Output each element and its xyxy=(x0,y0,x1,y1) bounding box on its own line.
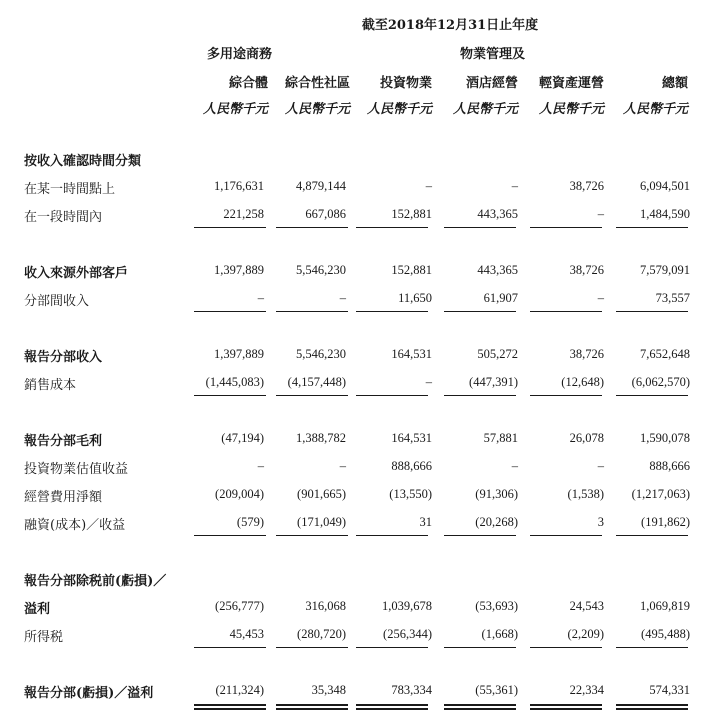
row-label: 報告分部毛利 xyxy=(24,434,103,449)
table-cell: 152,881 xyxy=(391,207,432,221)
table-cell: 505,272 xyxy=(477,347,518,361)
subtotal-rule xyxy=(194,647,266,648)
table-cell: 152,881 xyxy=(391,263,432,277)
subtotal-rule xyxy=(276,227,348,228)
table-cell: (6,062,570) xyxy=(631,375,690,389)
table-cell: 1,397,889 xyxy=(214,347,264,361)
table-cell: 3 xyxy=(597,515,604,529)
subtotal-rule xyxy=(444,311,516,312)
table-cell: 38,726 xyxy=(569,263,604,277)
table-cell: 316,068 xyxy=(305,599,346,613)
table-cell: – xyxy=(597,207,604,221)
table-cell: – xyxy=(339,459,346,473)
subtotal-rule xyxy=(276,535,348,536)
table-cell: 35,348 xyxy=(311,683,346,697)
table-cell: 4,879,144 xyxy=(296,179,346,193)
table-cell: (1,217,063) xyxy=(631,487,690,501)
table-cell: 164,531 xyxy=(391,431,432,445)
table-cell: 5,546,230 xyxy=(296,263,346,277)
col2-unit: 人民幣千元 xyxy=(284,102,350,117)
subtotal-rule xyxy=(616,311,688,312)
period-header: 截至2018年12月31日止年度 xyxy=(361,18,539,33)
table-cell: 1,590,078 xyxy=(640,431,690,445)
total-double-rule xyxy=(530,704,602,710)
table-cell: – xyxy=(597,291,604,305)
table-cell: 73,557 xyxy=(655,291,690,305)
subtotal-rule xyxy=(356,535,428,536)
total-double-rule xyxy=(194,704,266,710)
table-cell: (12,648) xyxy=(561,375,604,389)
table-cell: (13,550) xyxy=(389,487,432,501)
table-cell: (280,720) xyxy=(297,627,346,641)
table-cell: (2,209) xyxy=(567,627,604,641)
col4-unit: 人民幣千元 xyxy=(452,102,518,117)
table-cell: (47,194) xyxy=(221,431,264,445)
row-label: 按收入確認時間分類 xyxy=(24,154,142,169)
table-cell: 1,069,819 xyxy=(640,599,690,613)
table-cell: 221,258 xyxy=(223,207,264,221)
col5-unit: 人民幣千元 xyxy=(538,102,604,117)
col5-header-line2: 輕資產運營 xyxy=(538,76,604,91)
table-cell: 38,726 xyxy=(569,179,604,193)
row-label: 銷售成本 xyxy=(24,378,77,393)
table-cell: 1,039,678 xyxy=(382,599,432,613)
row-label: 在某一時間點上 xyxy=(24,182,116,197)
table-cell: (4,157,448) xyxy=(287,375,346,389)
table-cell: (1,668) xyxy=(481,627,518,641)
subtotal-rule xyxy=(444,227,516,228)
table-cell: (1,538) xyxy=(567,487,604,501)
table-cell: 888,666 xyxy=(649,459,690,473)
col4-header-line1: 物業管理及 xyxy=(459,47,525,62)
subtotal-rule xyxy=(530,647,602,648)
subtotal-rule xyxy=(276,311,348,312)
table-cell: (447,391) xyxy=(469,375,518,389)
table-cell: – xyxy=(597,459,604,473)
col1-header-line2: 綜合體 xyxy=(228,76,268,91)
total-double-rule xyxy=(616,704,688,710)
subtotal-rule xyxy=(356,311,428,312)
subtotal-rule xyxy=(194,227,266,228)
table-cell: 6,094,501 xyxy=(640,179,690,193)
table-cell: 1,388,782 xyxy=(296,431,346,445)
row-label: 收入來源外部客戶 xyxy=(24,266,129,281)
row-label: 所得税 xyxy=(24,630,64,645)
table-cell: 1,397,889 xyxy=(214,263,264,277)
table-cell: (20,268) xyxy=(475,515,518,529)
table-cell: 24,543 xyxy=(569,599,604,613)
table-cell: 443,365 xyxy=(477,207,518,221)
subtotal-rule xyxy=(276,647,348,648)
total-double-rule xyxy=(444,704,516,710)
subtotal-rule xyxy=(276,395,348,396)
subtotal-rule xyxy=(356,647,428,648)
table-cell: (495,488) xyxy=(641,627,690,641)
col6-unit: 人民幣千元 xyxy=(622,102,688,117)
subtotal-rule xyxy=(356,395,428,396)
table-cell: – xyxy=(511,459,518,473)
table-cell: (191,862) xyxy=(641,515,690,529)
table-cell: (209,004) xyxy=(215,487,264,501)
subtotal-rule xyxy=(530,395,602,396)
table-cell: (171,049) xyxy=(297,515,346,529)
table-cell: 1,484,590 xyxy=(640,207,690,221)
table-cell: 783,334 xyxy=(391,683,432,697)
table-cell: – xyxy=(257,459,264,473)
table-cell: 26,078 xyxy=(569,431,604,445)
col3-unit: 人民幣千元 xyxy=(366,102,432,117)
table-cell: 57,881 xyxy=(483,431,518,445)
subtotal-rule xyxy=(530,311,602,312)
row-label: 經營費用淨額 xyxy=(24,490,103,505)
table-cell: 1,176,631 xyxy=(214,179,264,193)
subtotal-rule xyxy=(444,647,516,648)
col6-header-line2: 總額 xyxy=(661,76,688,91)
table-cell: (53,693) xyxy=(475,599,518,613)
col1-header-line1: 多用途商務 xyxy=(206,47,272,62)
subtotal-rule xyxy=(616,227,688,228)
col1-unit: 人民幣千元 xyxy=(202,102,268,117)
row-label: 溢利 xyxy=(24,602,51,617)
subtotal-rule xyxy=(616,647,688,648)
table-cell: (901,665) xyxy=(297,487,346,501)
table-cell: 45,453 xyxy=(229,627,264,641)
table-cell: – xyxy=(425,375,432,389)
table-cell: (55,361) xyxy=(475,683,518,697)
table-cell: (211,324) xyxy=(215,683,264,697)
col2-header-line2: 綜合性社區 xyxy=(284,76,350,91)
table-cell: 61,907 xyxy=(483,291,518,305)
col4-header-line2: 酒店經營 xyxy=(465,76,518,91)
subtotal-rule xyxy=(444,395,516,396)
subtotal-rule xyxy=(194,395,266,396)
table-cell: – xyxy=(339,291,346,305)
subtotal-rule xyxy=(194,311,266,312)
table-cell: 38,726 xyxy=(569,347,604,361)
table-cell: (579) xyxy=(236,515,264,529)
table-cell: 22,334 xyxy=(569,683,604,697)
table-cell: 11,650 xyxy=(398,291,432,305)
table-cell: 31 xyxy=(419,515,432,529)
table-cell: 7,579,091 xyxy=(640,263,690,277)
table-cell: 443,365 xyxy=(477,263,518,277)
total-double-rule xyxy=(356,704,428,710)
subtotal-rule xyxy=(616,535,688,536)
row-label: 報告分部除税前(虧損)／ xyxy=(24,574,167,589)
row-label: 投資物業估值收益 xyxy=(24,462,129,477)
subtotal-rule xyxy=(194,535,266,536)
table-cell: 667,086 xyxy=(305,207,346,221)
row-label: 報告分部(虧損)／溢利 xyxy=(24,686,154,701)
row-label: 在一段時間內 xyxy=(24,210,103,225)
subtotal-rule xyxy=(356,227,428,228)
subtotal-rule xyxy=(444,535,516,536)
subtotal-rule xyxy=(530,535,602,536)
table-cell: (91,306) xyxy=(475,487,518,501)
table-cell: – xyxy=(425,179,432,193)
total-double-rule xyxy=(276,704,348,710)
subtotal-rule xyxy=(616,395,688,396)
table-cell: 5,546,230 xyxy=(296,347,346,361)
table-cell: 888,666 xyxy=(391,459,432,473)
table-cell: (256,344) xyxy=(383,627,432,641)
subtotal-rule xyxy=(530,227,602,228)
table-cell: (256,777) xyxy=(215,599,264,613)
table-cell: 574,331 xyxy=(649,683,690,697)
col3-header-line2: 投資物業 xyxy=(379,76,432,91)
table-cell: (1,445,083) xyxy=(205,375,264,389)
row-label: 報告分部收入 xyxy=(24,350,103,365)
table-cell: 7,652,648 xyxy=(640,347,690,361)
table-cell: – xyxy=(511,179,518,193)
row-label: 融資(成本)／收益 xyxy=(24,518,126,533)
table-cell: 164,531 xyxy=(391,347,432,361)
row-label: 分部間收入 xyxy=(24,294,90,309)
table-cell: – xyxy=(257,291,264,305)
